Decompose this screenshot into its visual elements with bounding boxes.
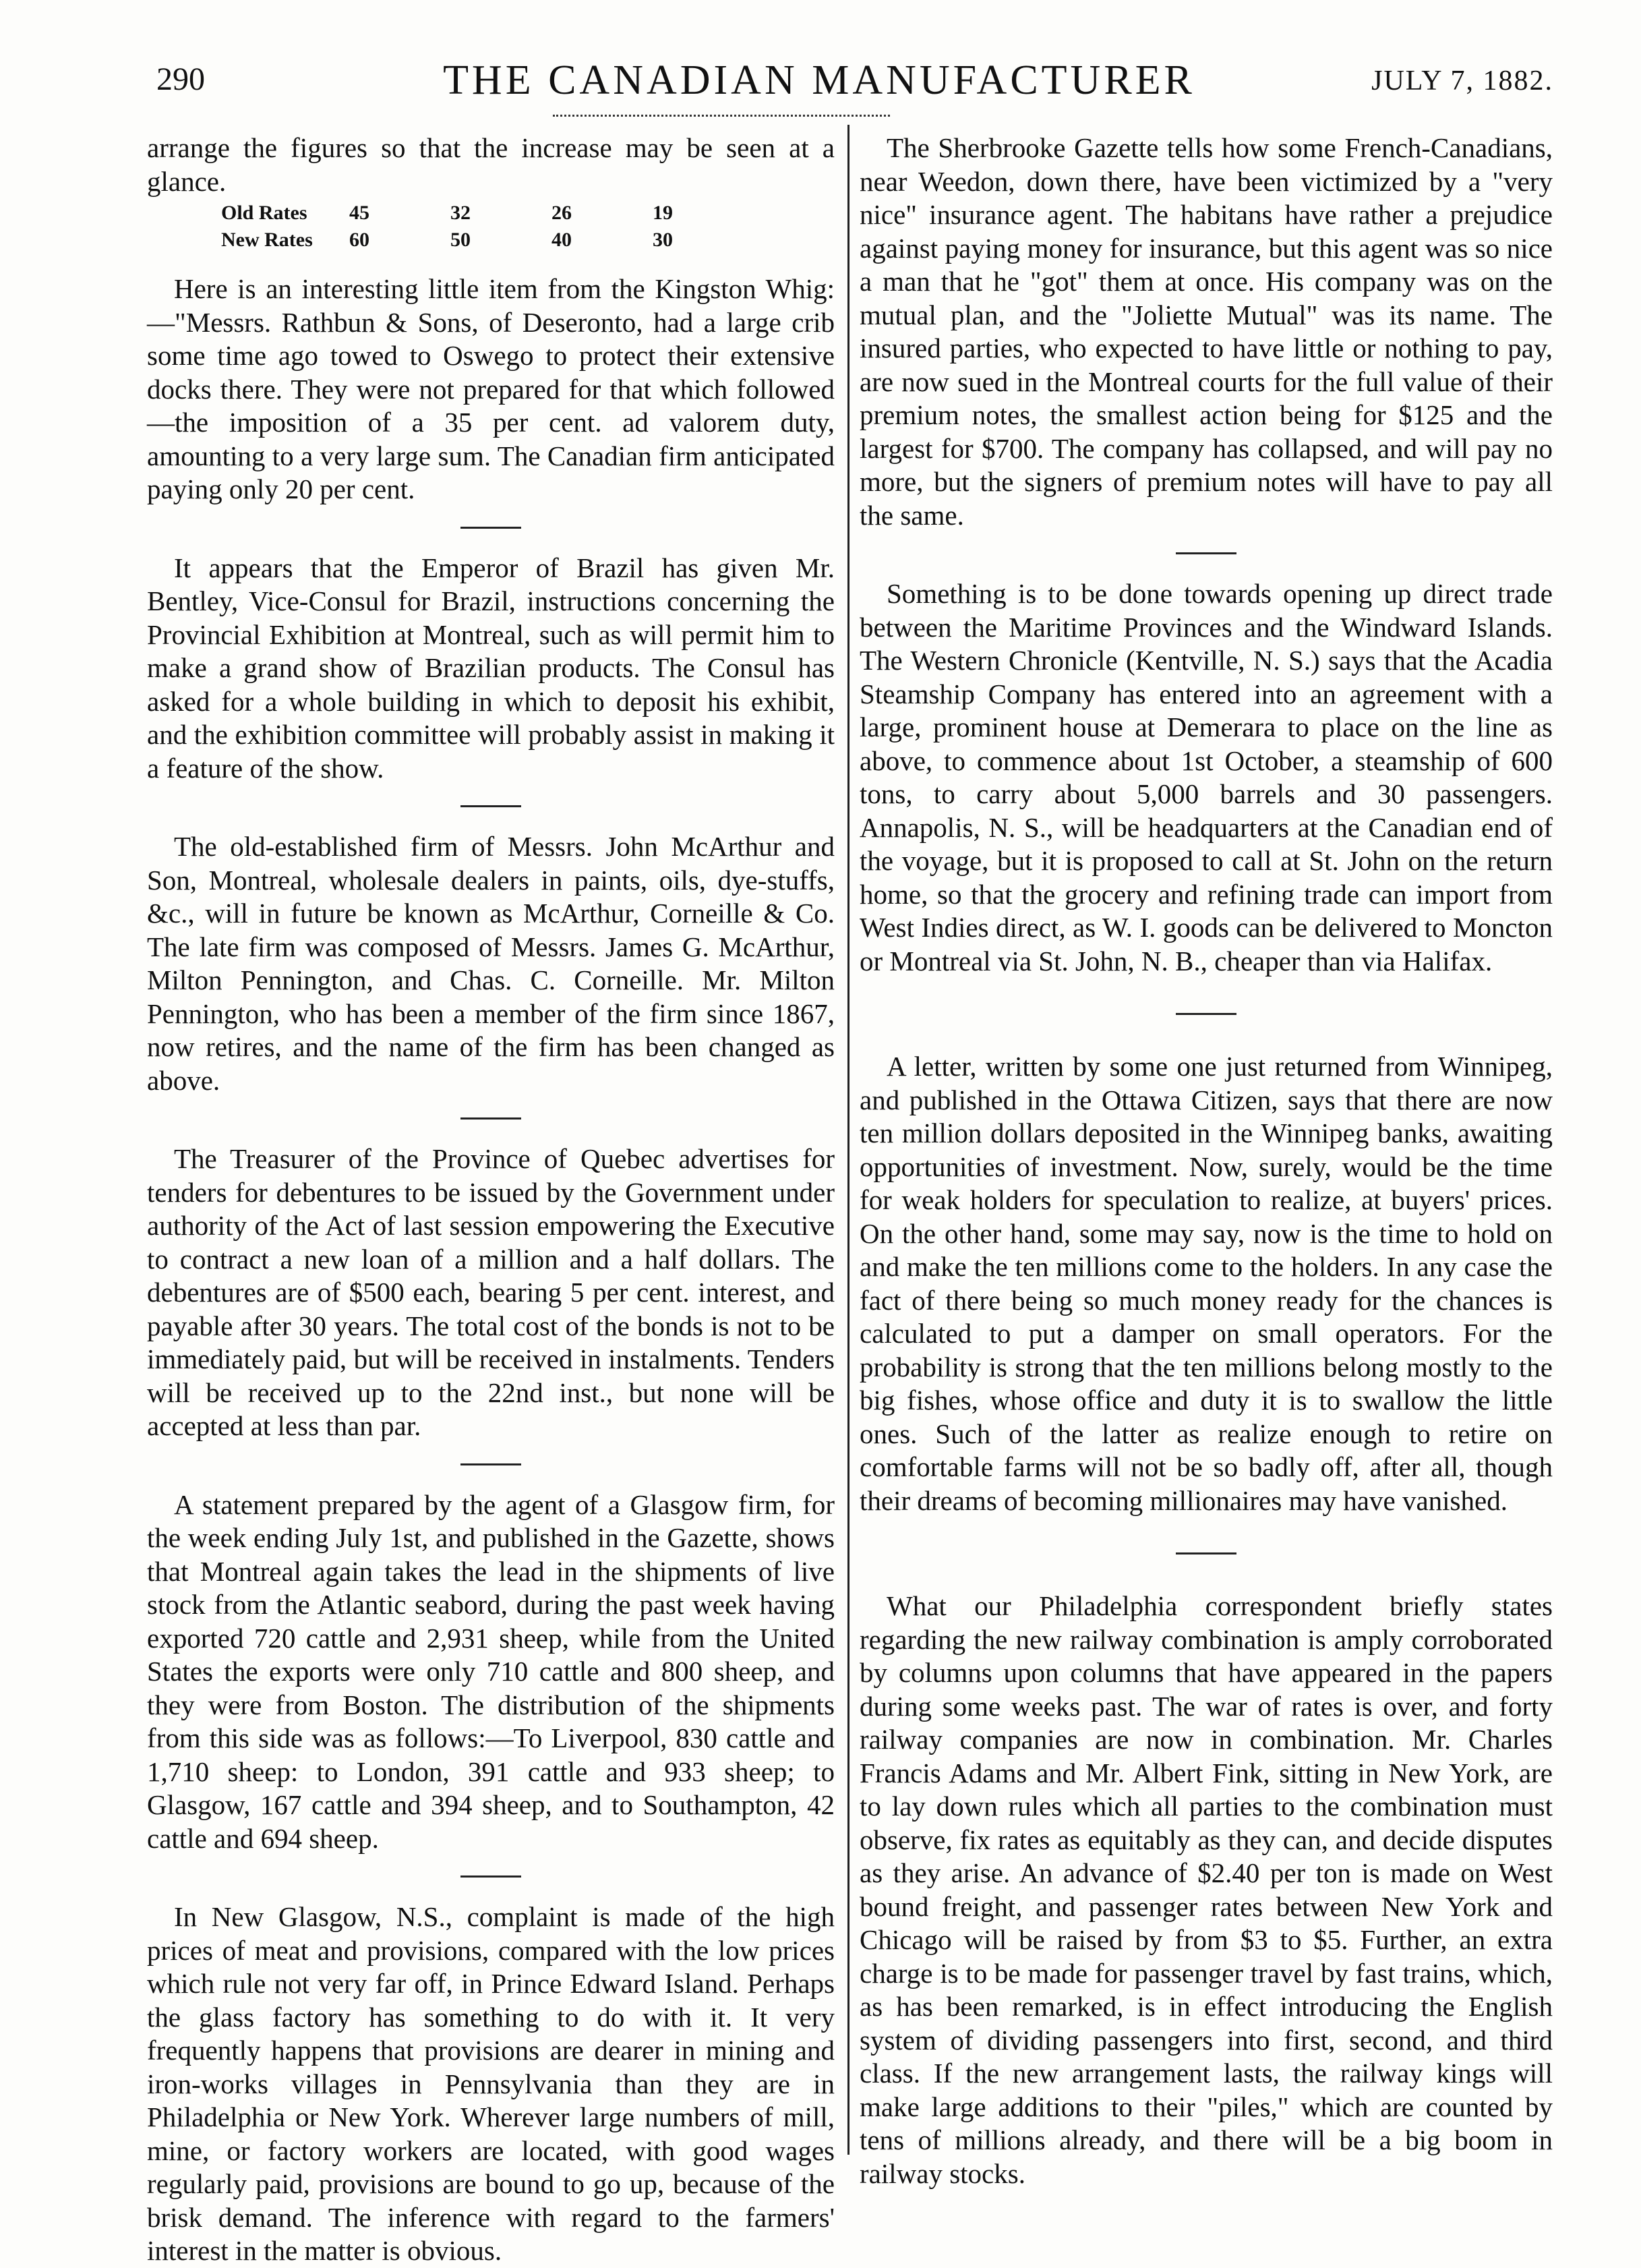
article-separator bbox=[1176, 1552, 1236, 1554]
article-separator bbox=[460, 1463, 521, 1465]
article-separator bbox=[1176, 1013, 1236, 1015]
article-separator bbox=[460, 805, 521, 807]
article-separator bbox=[460, 1117, 521, 1120]
right-column bbox=[860, 132, 1553, 2190]
page-header bbox=[0, 0, 1641, 135]
rate-value: 19 bbox=[653, 202, 673, 224]
column-divider bbox=[847, 125, 849, 2155]
article-separator bbox=[460, 527, 521, 529]
article-windward-trade: Something is to be done towards opening up direct trade between the Maritime Provinces and the Windward Islands. The Western Chronicle (Kentville, N. S.) says that the Acadia Steamship Company has entered into an agreement with a large, prominent house at Demerara to place on the line as above, to commence about 1st October, a steamship of 600 tons, to carry about 5,000 barrels and 30 passengers. Annapolis, N. S., will be headquarters at the Canadian end of the voyage, but it is proposed to call at St. John on the return home, so that the grocery and refining trade can import from West Indies direct, as W. I. goods can be delivered to Moncton or Montreal via St. John, N. B., cheaper than via Halifax. bbox=[860, 578, 1553, 977]
article-brazil-exhibit: It appears that the Emperor of Brazil has given Mr. Bentley, Vice-Consul for Brazil, instructions concerning the Provincial Exhibition at Montreal, such as will permit him to make a grand show of Brazilian products. The Consul has asked for a whole building in which to deposit his exhibit, and the exhibition committee will probably assist in making it a feature of the show. bbox=[147, 552, 835, 784]
rate-value: 26 bbox=[551, 202, 572, 224]
article-mcarthur-firm: The old-established firm of Messrs. John McArthur and Son, Montreal, wholesale dealers in paints, oils, dye-stuffs, &c., will in future be known as McArthur, Corneille & Co. The late firm was composed of Messrs. James G. McArthur, Milton Pennington, and Chas. C. Corneille. Mr. Milton Pennington, who has been a member of the firm since 1867, now retires, and the name of the firm has been changed as above. bbox=[147, 831, 835, 1096]
header-ornament-rule bbox=[553, 115, 890, 117]
page-number: 290 bbox=[156, 61, 205, 97]
article-live-stock: A statement prepared by the agent of a Glasgow firm, for the week ending July 1st, and published in the Gazette, shows that Montreal again takes the lead in the shipments of live stock from the Atlantic seabord, during the past week having exported 720 cattle and 2,931 sheep, while from the United States the exports were only 710 cattle and 800 sheep, and they were from Boston. The distribution of the shipments from this side was as follows:—To Liverpool, 830 cattle and 1,710 sheep: to London, 391 cattle and 933 sheep; to Glasgow, 167 cattle and 394 sheep, and to Southampton, 42 cattle and 694 sheep. bbox=[147, 1488, 835, 1854]
article-winnipeg-banks: A letter, written by some one just returned from Winnipeg, and published in the Ottawa Citizen, says that there are now ten million dollars deposited in the Winnipeg banks, awaiting opportunities of investment. Now, surely, would be the time for weak holders for speculation to realize, at buyers' prices. On the other hand, some may say, now is the time to hold on and make the ten millions come to the holders. In any case the fact of there being so much money ready for the chances is calculated to put a damper on small operators. For the probability is strong that the ten millions belong mostly to the big fishes, whose office and duty it is to swallow the little ones. Such of the latter as realize enough to retire on comfortable farms will not be so badly off, after all, though their dreams of becoming millionaires may have vanished. bbox=[860, 1051, 1553, 1516]
rate-value: 30 bbox=[653, 229, 673, 251]
rate-value: 45 bbox=[349, 202, 369, 224]
article-separator bbox=[460, 1876, 521, 1878]
issue-date: JULY 7, 1882. bbox=[1371, 65, 1553, 96]
rates-row-new bbox=[221, 227, 835, 254]
article-continuation: arrange the figures so that the increase may be seen at a glance. bbox=[147, 132, 835, 197]
article-new-glasgow: In New Glasgow, N.S., complaint is made of the high prices of meat and provisions, compared with the low prices which rule not very far off, in Prince Edward Island. Perhaps the glass factory has something to do with it. It very frequently happens that provisions are dearer in mining and iron-works villages in Pennsylvania than they are in Philadelphia or New York. Wherever large numbers of mill, mine, or factory workers are located, with good wages regularly paid, provisions are bound to go up, because of the brisk demand. The inference with regard to the farmers' interest in the matter is obvious. bbox=[147, 1901, 835, 2266]
article-railway-combination: What our Philadelphia correspondent briefly states regarding the new railway combination is amply corroborated by columns upon columns that have appeared in the papers during some weeks past. The war of rates is over, and forty railway companies are now in combination. Mr. Charles Francis Adams and Mr. Albert Fink, sitting in New York, are to lay down rules which all parties to the combination must observe, fix rates as equitably as they can, and decide disputes as they arise. An advance of $2.40 per ton is made on West bound freight, and passenger rates between New York and Chicago will be raised by from $3 to $5. Further, an extra charge is to be made for passenger travel by fast trains, which, as has been remarked, is in effect introducing the English system of dividing passengers into first, second, and third class. If the new arrangement lasts, the railway kings will make large additions to their "piles," which are counted by tens of millions already, and there will be a big boom in railway stocks. bbox=[860, 1590, 1553, 2189]
rate-value: 40 bbox=[551, 229, 572, 251]
article-separator bbox=[1176, 552, 1236, 554]
rate-value: 32 bbox=[450, 202, 471, 224]
article-quebec-debentures: The Treasurer of the Province of Quebec advertises for tenders for debentures to be issued by the Government under authority of the Act of last session empowering the Executive to contract a new loan of a million and a half dollars. The debentures are of $500 each, bearing 5 per cent. interest, and payable after 30 years. The total cost of the bonds is not to be immediately paid, but will be received in instalments. Tenders will be received up to the 22nd inst., but none will be accepted at less than par. bbox=[147, 1143, 835, 1441]
rate-value: 50 bbox=[450, 229, 471, 251]
rates-label: New Rates bbox=[221, 229, 313, 251]
rates-table bbox=[221, 200, 835, 254]
article-kingston-whig: Here is an interesting little item from the Kingston Whig:—"Messrs. Rathbun & Sons, of Deseronto, had a large crib some time ago towed to Oswego to protect their extensive docks there. They were not prepared for that which followed—the imposition of a 35 per cent. ad valorem duty, amounting to a very large sum. The Canadian firm anticipated paying only 20 per cent. bbox=[147, 273, 835, 504]
rates-label: Old Rates bbox=[221, 202, 307, 224]
left-column bbox=[147, 132, 835, 2268]
article-insurance-agent: The Sherbrooke Gazette tells how some French-Canadians, near Weedon, down there, have been victimized by a "very nice" insurance agent. The habitans have rather a prejudice against paying money for insurance, but this agent was so nice a man that he "got" them at once. His company was on the mutual plan, and the "Joliette Mutual" was its name. The insured parties, who expected to have little or nothing to pay, are now sued in the Montreal courts for the full value of their premium notes, the smallest action being for $125 and the largest for $700. The company has collapsed, and will pay no more, but the signers of premium notes will have to pay all the same. bbox=[860, 132, 1553, 531]
publication-title: THE CANADIAN MANUFACTURER bbox=[443, 57, 1195, 103]
rates-row-old bbox=[221, 200, 835, 227]
rate-value: 60 bbox=[349, 229, 369, 251]
